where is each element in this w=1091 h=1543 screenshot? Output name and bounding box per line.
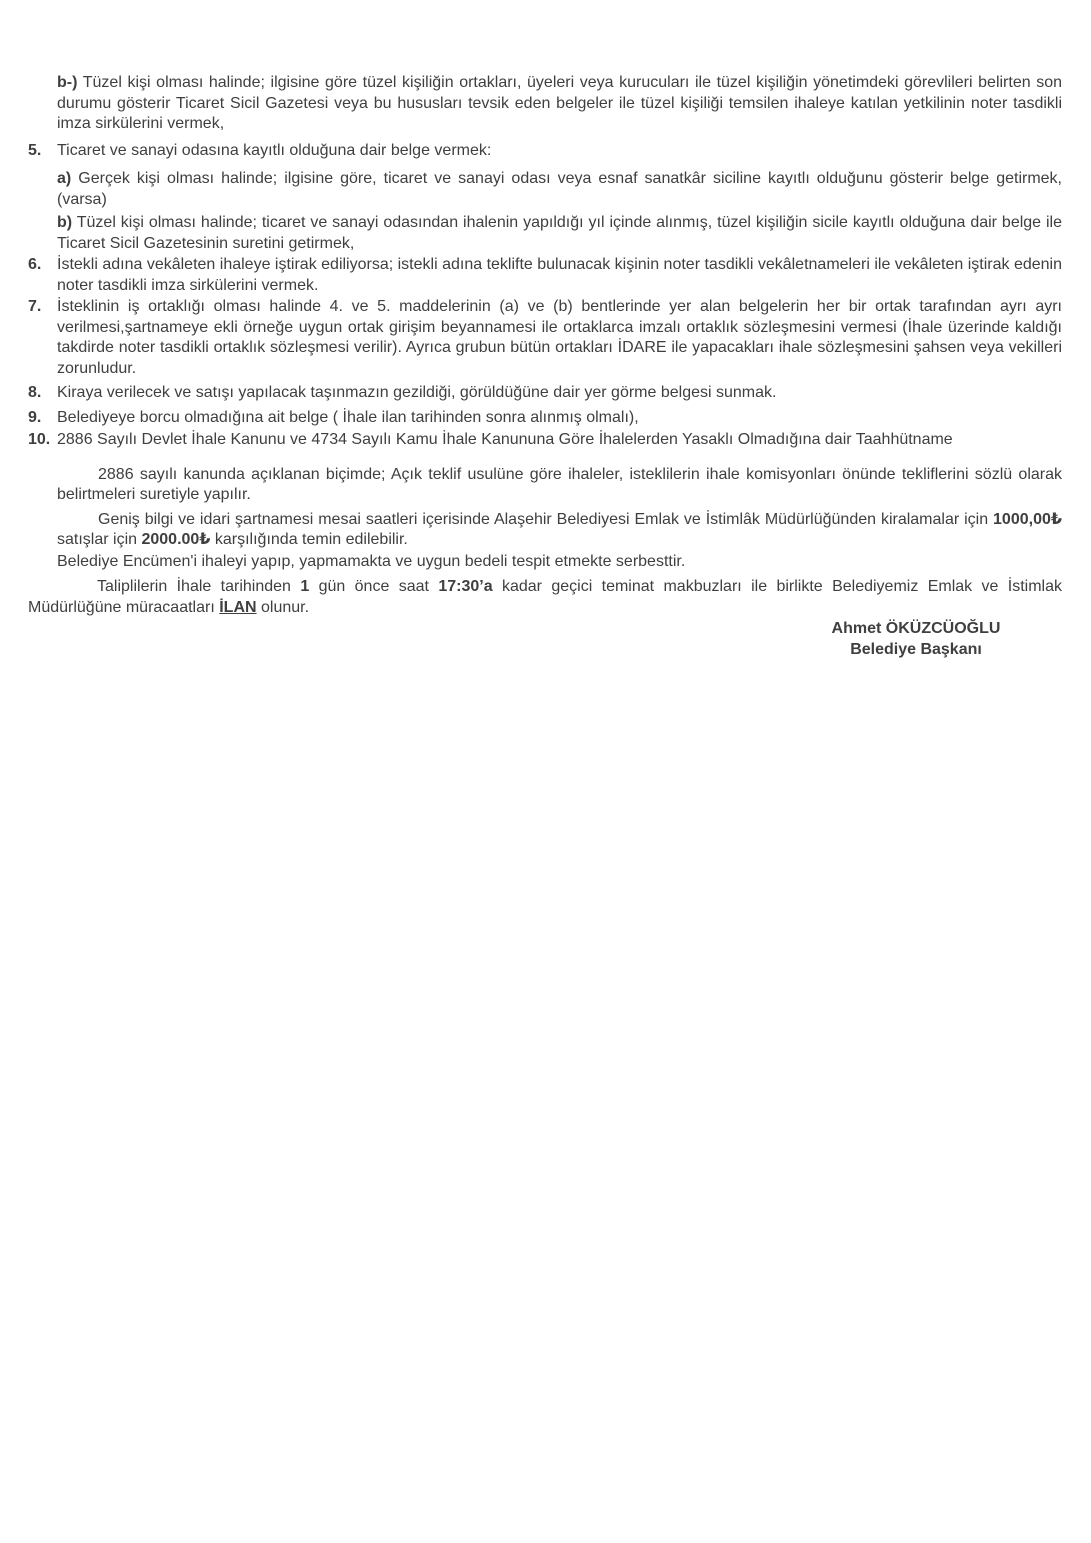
- text-run: kadar geçici teminat makbuzları ile birlikte Belediyemiz Emlak ve İstimlak Müdürlüğüne müracaatları: [28, 578, 1062, 616]
- list-item-label: b): [57, 214, 73, 231]
- list-item-number: 9.: [28, 408, 42, 426]
- paragraph: [57, 552, 1062, 573]
- text-run: Kiraya verilecek ve satışı yapılacak taşınmazın gezildiği, görüldüğüne dair yer görme belgesi sunmak.: [57, 384, 777, 401]
- document-content: [28, 73, 1062, 660]
- list-item-number: 5.: [28, 141, 42, 159]
- list-item: [28, 297, 1062, 379]
- list-item-label: b-): [57, 74, 78, 91]
- list-item: [28, 430, 1062, 451]
- list-item: [57, 213, 1062, 254]
- list-item: [28, 141, 1062, 162]
- list-item: [28, 408, 1062, 429]
- text-run: 1: [300, 578, 310, 595]
- list-item: [57, 73, 1062, 135]
- text-run: 1000,00₺: [993, 510, 1062, 528]
- signature-block: [806, 618, 1026, 660]
- text-run: İsteklinin iş ortaklığı olması halinde 4. ve 5. maddelerinin (a) ve (b) bentlerinde yer alan belgelerin her bir ortak tarafından ayrı ayrı verilmesi,şartnameye ekli örneğe uygun ortak girişim beyannamesi ile ortaklarca imzalı ortaklık sözleşmesini vermesi (İhale üzerinde kaldığı takdirde noter tasdikli ortaklık sözleşmesi verilir). Ayrıca grubun bütün ortakları İDARE ile yapacakları ihale sözleşmesini şahsen veya vekilleri zorunludur.: [57, 298, 1062, 377]
- text-run: İstekli adına vekâleten ihaleye iştirak ediliyorsa; istekli adına teklifte bulunacak kişinin noter tasdikli vekâletnameleri ile vekâleten iştirak edenin noter tasdikli imza sirkülerini vermek.: [57, 256, 1062, 294]
- text-run: 2000.00₺: [141, 531, 211, 548]
- text-run: Gerçek kişi olması halinde; ilgisine göre, ticaret ve sanayi odası veya esnaf sanatkâr siciline kayıtlı olduğunu gösterir belge getirmek, (varsa): [57, 170, 1063, 208]
- text-run: Belediye Encümen'i ihaleyi yapıp, yapmamakta ve uygun bedeli tespit etmekte serbesttir.: [57, 552, 686, 570]
- list-item-label: a): [57, 170, 72, 187]
- list-item-number: 6.: [28, 256, 42, 273]
- text-run: karşılığında temin edilebilir.: [210, 531, 408, 548]
- text-run: Taliplilerin İhale tarihinden: [97, 578, 301, 595]
- text-run: Geniş bilgi ve idari şartnamesi mesai saatleri içerisinde Alaşehir Belediyesi Emlak ve İstimlâk Müdürlüğünden kiralamalar için: [98, 510, 994, 528]
- text-run: Tüzel kişi olması halinde; ilgisine göre tüzel kişiliğin ortakları, üyeleri veya kurucuları ile tüzel kişiliğin yönetimdeki görevlileri belirten son durumu gösterir Ticaret Sicil Gazetesi veya bu hususları tevsik eden belgeler ile tüzel kişiliği temsilen ihaleye katılan yetkilinin noter tasdikli imza sirkülerini vermek,: [57, 74, 1063, 132]
- list-item-number: 10.: [28, 431, 51, 448]
- signature-title: Belediye Başkanı: [850, 641, 982, 658]
- document-blocks: [28, 73, 1062, 618]
- paragraph: [28, 577, 1062, 618]
- paragraph: [57, 465, 1062, 506]
- text-run: 2886 sayılı kanunda açıklanan biçimde; Açık teklif usulüne göre ihaleler, isteklilerin ihale komisyonları önünde tekliflerini sözlü olarak belirtmeleri suretiyle yapılır.: [57, 465, 1062, 503]
- list-item: [28, 383, 1062, 404]
- list-item-number: 7.: [28, 298, 42, 315]
- text-run: İLAN: [219, 598, 257, 616]
- list-item: [57, 169, 1062, 210]
- text-run: olunur.: [256, 598, 310, 616]
- text-run: Belediyeye borcu olmadığına ait belge ( İhale ilan tarihinden sonra alınmış olmalı),: [57, 408, 639, 426]
- text-run: gün önce saat: [309, 578, 439, 595]
- text-run: 2886 Sayılı Devlet İhale Kanunu ve 4734 Sayılı Kamu İhale Kanununa Göre İhalelerden Yasaklı Olmadığına dair Taahhütname: [57, 431, 953, 448]
- list-item-number: 8.: [28, 384, 42, 401]
- paragraph: [57, 510, 1062, 551]
- text-run: Tüzel kişi olması halinde; ticaret ve sanayi odasından ihalenin yapıldığı yıl içinde alınmış, tüzel kişiliğin sicile kayıtlı olduğuna dair belge ile Ticaret Sicil Gazetesinin suretini getirmek,: [57, 214, 1063, 252]
- text-run: satışlar için: [57, 531, 142, 548]
- text-run: Ticaret ve sanayi odasına kayıtlı olduğuna dair belge vermek:: [57, 141, 492, 159]
- text-run: 17:30’a: [438, 578, 493, 595]
- list-item: [28, 255, 1062, 296]
- signature-name: Ahmet ÖKÜZCÜOĞLU: [831, 620, 1001, 637]
